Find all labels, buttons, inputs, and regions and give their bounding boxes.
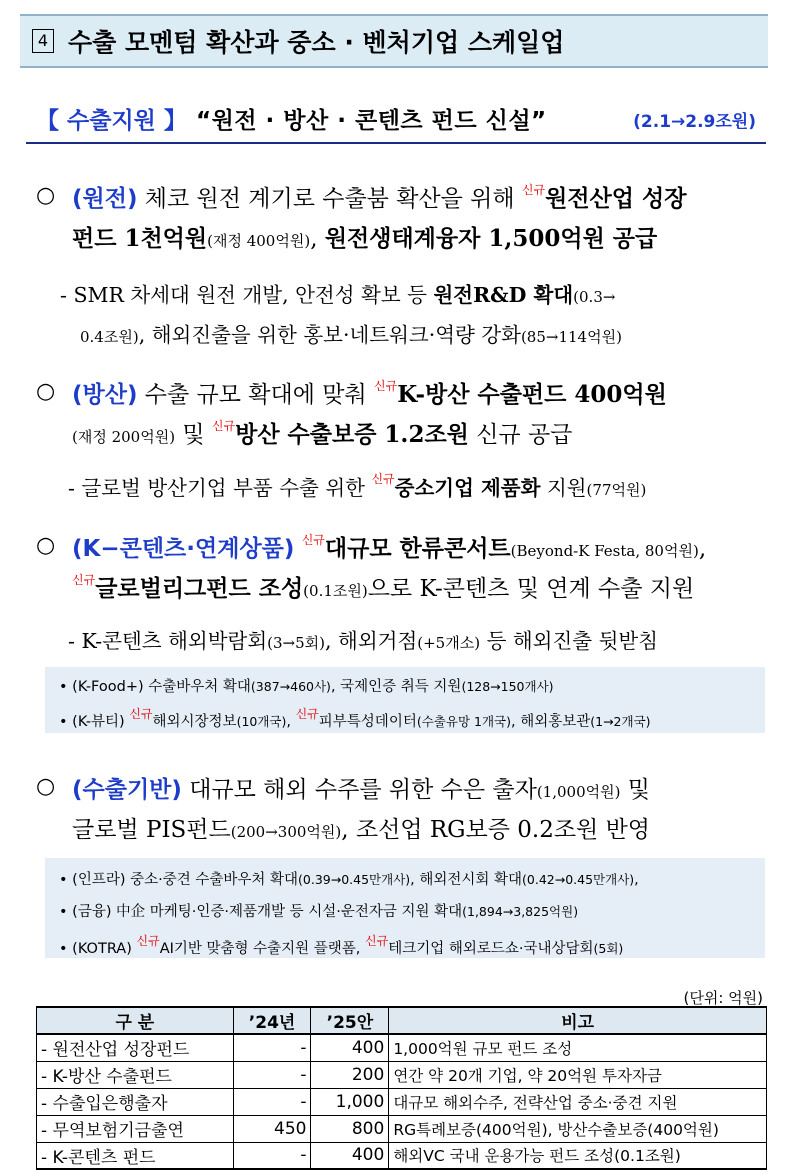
box-text: , 국제인증 취득 지원 [330,679,462,695]
budget-range: (2.1→2.9조원) [633,112,756,132]
box-text: , 해외홍보관 [510,714,591,730]
nuclear-fiscal: (재정 400억원) [207,232,311,250]
nuclear-sub-text: - SMR 차세대 원전 개발, 안전성 확보 등 [60,283,434,307]
section-header [20,14,768,68]
box-range: (10개국) [236,714,287,729]
export-rg: , 조선업 RG보증 0.2조원 반영 [341,817,651,843]
box-text: (K-Food+) 수출바우처 확대 [72,679,251,695]
row-2025: 1,000 [311,1088,389,1115]
table-row [37,1034,767,1061]
new-tag: 신규 [136,934,160,948]
content-fund: 글로벌리그펀드 조성 [95,575,304,602]
box-text: (K-뷰티) [72,714,130,730]
export-label: (수출기반) [72,777,182,803]
nuclear-rnd-range: (0.3→ [573,288,616,306]
new-tag: 신규 [365,934,389,948]
table-row [37,1088,767,1115]
conj: 및 [175,422,212,448]
bullet-circle: ○ [36,774,56,799]
box-range: (387→460사) [250,679,331,694]
new-tag: 신규 [301,533,325,547]
category-label: 【 수출지원 】 [36,108,187,134]
separator: , [310,226,325,252]
list-item: • (KOTRA) $^{신규}$AI기반 맞춤형 수출지원 플랫폼, $^{신규}$테크기업 해외로드쇼·국내상담회(5회) [59,934,624,957]
content-line-1 [72,530,706,563]
col-header-category: 구 분 [37,1007,234,1034]
content-line-2 [72,570,694,603]
content-concert-detail: (Beyond-K Festa, 80억원) [510,542,699,560]
content-hub-count: (+5개소) [417,634,481,652]
export-detail-box [45,858,765,958]
list-item: • (K-뷰티) $^{신규}$해외시장정보(10개국), $^{신규}$피부특성데이터(수출유망 1개국), 해외홍보관(1→2개국) [59,707,651,730]
table-unit: (단위: 억원) [683,989,763,1007]
col-header-2024: ’24년 [233,1007,311,1034]
box-range: (5회) [593,941,624,956]
nuclear-line-1 [72,180,686,213]
subsection-title-row [26,98,766,144]
defense-label: (방산) [72,382,138,408]
defense-sub-text: - 글로벌 방산기업 부품 수출 위한 [68,476,372,500]
new-tag: 신규 [371,472,395,486]
box-range: (1,894→3,825억원) [462,904,579,919]
section-number: 4 [32,29,54,53]
list-item: • (금융) 中企 마케팅·인증·제품개발 등 시설·운전자금 지원 확대(1,894→3,825억원) [59,904,579,920]
defense-fiscal: (재정 200억원) [72,428,176,446]
list-item: • (인프라) 중소·중견 수출바우처 확대(0.39→0.45만개사), 해외전시회 확대(0.42→0.45만개사), [59,872,639,888]
row-name: - 수출입은행출자 [37,1088,234,1115]
content-detail-box [45,667,765,733]
new-tag: 신규 [72,573,96,587]
defense-supply: 신규 공급 [468,422,573,448]
box-range: (0.39→0.45만개사) [298,872,411,887]
row-2025: 800 [311,1115,389,1142]
new-tag: 신규 [295,707,319,721]
content-label: (K−콘텐츠·연계상품) [72,536,295,562]
export-pis-range: (200→300억원) [230,823,342,841]
box-range: (1→2개국) [590,714,651,729]
section-title: 수출 모멘텀 확산과 중소 · 벤처기업 스케일업 [68,28,565,57]
box-text: AI기반 맞춤형 수출지원 플랫폼, [159,941,366,957]
nuclear-rnd-range-end: 0.4조원) [80,328,139,346]
row-2024: - [233,1034,311,1061]
row-name: - K-방산 수출펀드 [37,1061,234,1088]
content-concert: 대규모 한류콘서트 [324,535,511,562]
export-amount: (1,000억원) [536,783,621,801]
nuclear-loan: 원전생태계융자 1,500억원 공급 [324,225,658,252]
nuclear-promo-range: (85→114억원) [520,328,622,346]
box-text: , 해외전시회 확대 [410,872,523,888]
box-text: (인프라) 중소·중견 수출바우처 확대 [72,872,299,888]
separator: , [286,714,296,730]
row-note: 대규모 해외수주, 전략산업 중소·중견 지원 [389,1088,767,1115]
export-line-1 [72,771,650,804]
separator: , [698,536,707,562]
box-text: (금융) 中企 마케팅·인증·제품개발 등 시설·운전자금 지원 확대 [72,904,463,920]
col-header-note: 비고 [389,1007,767,1034]
row-2024: - [233,1061,311,1088]
defense-fund: K-방산 수출펀드 400억원 [397,381,667,408]
row-2025: 400 [311,1142,389,1169]
new-tag: 신규 [211,419,236,433]
row-name: - 무역보험기금출연 [37,1115,234,1142]
nuclear-line-2 [72,220,657,253]
content-support: 으로 K-콘텐츠 및 연계 수출 지원 [367,576,695,602]
conj: 및 [620,777,650,803]
export-pis: 글로벌 PIS펀드 [72,817,231,843]
row-2025: 400 [311,1034,389,1061]
defense-sub-1 [68,470,646,501]
table-row [37,1115,767,1142]
box-text: (KOTRA) [72,941,137,957]
row-note: 해외VC 국내 운용가능 펀드 조성(0.1조원) [389,1142,767,1169]
nuclear-label: (원전) [72,186,138,212]
col-header-2025: ’25안 [311,1007,389,1034]
nuclear-sub-2 [80,318,622,348]
row-2024: - [233,1142,311,1169]
row-2024: 450 [233,1115,311,1142]
row-note: 연간 약 20개 기업, 약 20억원 투자자금 [389,1061,767,1088]
separator: , [634,872,639,888]
export-text: 대규모 해외 수주를 위한 수은 출자 [181,777,537,803]
nuclear-text: 체코 원전 계기로 수출붐 확산을 위해 [137,186,522,212]
box-range: (수출유망 1개국) [416,714,511,729]
nuclear-sub-1 [60,278,615,308]
table-header-row [37,1007,767,1034]
content-hub: , 해외거점 [325,629,418,653]
box-range: (0.42→0.45만개사) [522,872,635,887]
nuclear-fund-amount: 펀드 1천억원 [72,225,208,252]
defense-sme: 중소기업 제품화 [394,476,541,500]
row-note: 1,000억원 규모 펀드 조성 [389,1034,767,1061]
box-text: 테크기업 해외로드쇼·국내상담회 [388,941,594,957]
list-item: • (K-Food+) 수출바우처 확대(387→460사), 국제인증 취득 지원(128→150개사) [59,679,554,695]
new-tag: 신규 [374,379,398,393]
nuclear-rnd: 원전R&D 확대 [433,283,574,307]
content-expo: - K-콘텐츠 해외박람회 [68,629,268,653]
row-2025: 200 [311,1061,389,1088]
budget-table [36,1006,767,1170]
content-sub-1 [68,624,658,654]
table-row [37,1061,767,1088]
table-row [37,1142,767,1169]
defense-text: 수출 규모 확대에 맞춰 [137,382,374,408]
box-range: (128→150개사) [461,679,554,694]
box-text: 피부특성데이터 [318,714,417,730]
defense-support: 지원 [540,476,587,500]
defense-line-2 [72,416,572,449]
nuclear-fund: 원전산업 성장 [545,185,687,212]
defense-guarantee: 방산 수출보증 1.2조원 [235,421,469,448]
bullet-circle: ○ [36,183,56,208]
row-name: - 원전산업 성장펀드 [37,1034,234,1061]
row-note: RG특례보증(400억원), 방산수출보증(400억원) [389,1115,767,1142]
nuclear-promo: , 해외진출을 위한 홍보·네트워크·역량 강화 [138,323,521,347]
content-fund-amount: (0.1조원) [303,582,368,600]
bullet-circle: ○ [36,379,56,404]
headline-quote: “원전 · 방산 · 콘텐츠 펀드 신설” [196,108,547,134]
export-line-2 [72,811,650,844]
box-text: 해외시장정보 [152,714,237,730]
new-tag: 신규 [129,707,153,721]
content-expo-range: (3→5회) [267,634,325,652]
defense-sme-amount: (77억원) [586,481,647,499]
defense-line-1 [72,376,667,409]
row-2024: - [233,1088,311,1115]
bullet-circle: ○ [36,533,56,558]
row-name: - K-콘텐츠 펀드 [37,1142,234,1169]
new-tag: 신규 [521,183,546,197]
content-backing: 등 해외진출 뒷받침 [480,629,659,653]
